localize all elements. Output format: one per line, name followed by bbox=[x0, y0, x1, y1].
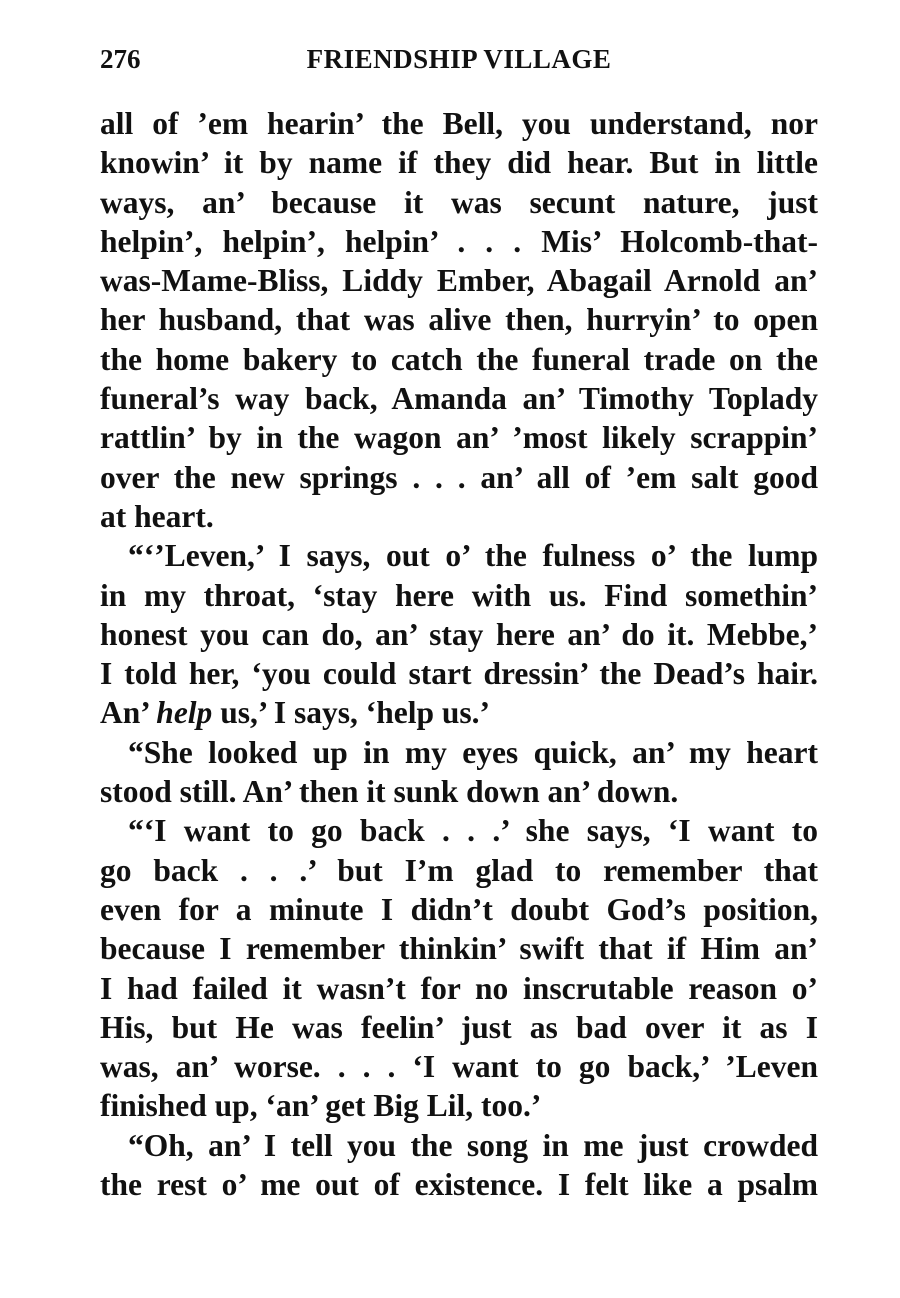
text-line: finished up, ‘an’ get Big Lil, too.’ bbox=[100, 1088, 542, 1124]
text-line-with-italic bbox=[100, 693, 818, 732]
text-line: at heart. bbox=[100, 498, 214, 534]
text-line: the home bakery to catch the funeral trade on the bbox=[100, 341, 818, 377]
text-line: honest you can do, an’ stay here an’ do it. Mebbe,’ bbox=[100, 616, 818, 652]
text-line: helpin’, helpin’, helpin’ . . . Mis’ Holcomb-that- bbox=[100, 223, 818, 259]
line-rest: us,’ I says, ‘help us.’ bbox=[220, 695, 491, 731]
text-line: go back . . .’ but I’m glad to remember that bbox=[100, 852, 818, 888]
text-line: over the new springs . . . an’ all of ’em salt good bbox=[100, 459, 818, 495]
text-line: was-Mame-Bliss, Liddy Ember, Abagail Arnold an’ bbox=[100, 263, 818, 299]
page-number: 276 bbox=[100, 44, 141, 74]
text-line: even for a minute I didn’t doubt God’s position, bbox=[100, 891, 818, 927]
text-line: “Oh, an’ I tell you the song in me just crowded bbox=[128, 1127, 818, 1163]
italic-word: help bbox=[156, 695, 213, 731]
text-line: I told her, ‘you could start dressin’ the Dead’s hair. bbox=[100, 656, 818, 692]
text-line: the rest o’ me out of existence. I felt like a psalm bbox=[100, 1167, 818, 1203]
text-line: funeral’s way back, Amanda an’ Timothy Toplady bbox=[100, 381, 818, 417]
text-line: was, an’ worse. . . . ‘I want to go back,’ ’Leven bbox=[100, 1049, 818, 1085]
text-line: rattlin’ by in the wagon an’ ’most likely scrappin’ bbox=[100, 420, 818, 456]
text-line: in my throat, ‘stay here with us. Find somethin’ bbox=[100, 577, 818, 613]
text-line: “She looked up in my eyes quick, an’ my heart bbox=[128, 734, 818, 770]
running-head bbox=[100, 40, 818, 80]
body-text bbox=[100, 104, 818, 1204]
text-line: because I remember thinkin’ swift that if Him an’ bbox=[100, 931, 818, 967]
text-line: ways, an’ because it was secunt nature, just bbox=[100, 184, 818, 220]
text-line: I had failed it wasn’t for no inscrutable reason o’ bbox=[100, 970, 818, 1006]
text-line: all of ’em hearin’ the Bell, you understand, nor bbox=[100, 106, 818, 141]
running-title: FRIENDSHIP VILLAGE bbox=[306, 44, 612, 74]
line-prefix: An’ bbox=[100, 695, 149, 731]
text-line: knowin’ it by name if they did hear. But in little bbox=[100, 145, 818, 181]
text-line: His, but He was feelin’ just as bad over it as I bbox=[100, 1009, 818, 1045]
text-line: her husband, that was alive then, hurryin’ to open bbox=[100, 302, 818, 338]
text-line: “‘’Leven,’ I says, out o’ the fulness o’ the lump bbox=[128, 538, 818, 574]
text-line: “‘I want to go back . . .’ she says, ‘I want to bbox=[128, 813, 818, 849]
text-line: stood still. An’ then it sunk down an’ down. bbox=[100, 774, 679, 810]
